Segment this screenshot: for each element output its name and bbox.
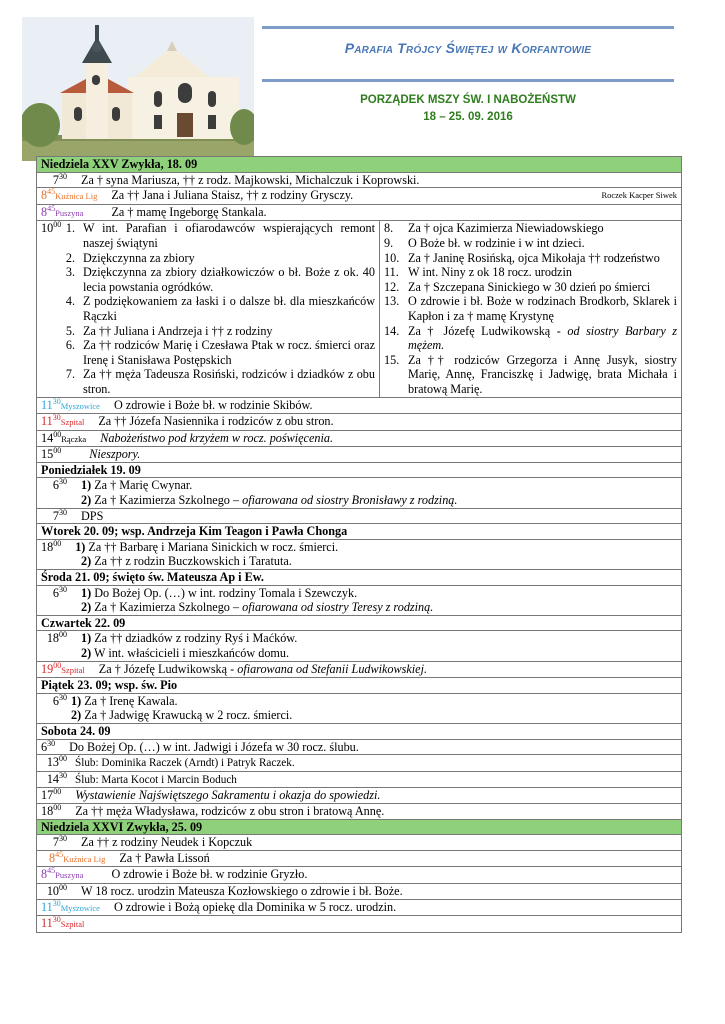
mass-row <box>37 693 682 723</box>
intention-number: 1) <box>81 478 92 493</box>
mass-row <box>37 739 682 755</box>
intention-offered: od siostry Barbary z mężem. <box>408 323 677 353</box>
intention-text: Za †† rodziców Grzegorza i Annę Jusyk, siostry Marię, Annę, Franciszkę i Jadwigę, brata Michała i bratową Marię. <box>408 352 677 396</box>
mass-row <box>37 508 682 524</box>
intention-text-wrap <box>408 280 677 295</box>
mass-hour: 14 <box>46 771 59 786</box>
mass-row <box>37 755 682 772</box>
mass-intention: W 18 rocz. urodzin Mateusza Kozłowskiego o zdrowie i bł. Boże. <box>81 883 403 898</box>
mass-place: Kuźnica Lig <box>55 191 98 202</box>
schedule-table <box>36 156 682 933</box>
mass-row <box>37 631 682 661</box>
mass-intention: W int. właścicieli i mieszkańców domu. <box>93 646 290 660</box>
mass-place: Puszyna <box>55 870 84 881</box>
order-title-block <box>262 92 674 126</box>
intention-text: Za † Szczepana Sinickiego w 30 dzień po śmierci <box>408 279 651 294</box>
mass-intention: O zdrowie i Bożą opiekę dla Dominika w 5 rocz. urodzin. <box>113 899 397 914</box>
mass-hour: 8 <box>41 188 48 203</box>
collective-intention-item <box>384 294 677 323</box>
mass-row-collective <box>37 221 682 397</box>
intention-number: 2) <box>71 708 82 723</box>
intention-text: Za † ojca Kazimierza Niewiadowskiego <box>408 221 604 236</box>
intention-text: Za † Józefę Ludwikowską - <box>408 323 568 338</box>
intention-number: 10. <box>384 250 400 265</box>
intention-text: O zdrowie i bł. Boże w rodzinach Brodkorb, Sklarek i Kapłon i za † mamę Krystynę <box>408 294 677 323</box>
intention-number: 14. <box>384 323 400 338</box>
mass-hour: 8 <box>41 204 48 219</box>
mass-intention: Ślub: Dominika Raczek (Arndt) i Patryk Raczek. <box>75 757 295 770</box>
intention-text: Za †† męża Tadeusza Rosiński, rodziców i dziadków z obu stron. <box>83 367 375 396</box>
mass-hour: 13 <box>46 755 59 770</box>
intention-number: 13. <box>384 294 400 309</box>
collective-intention-item <box>384 280 677 295</box>
intention-number: 11. <box>384 265 399 280</box>
intention-text: W int. Niny z ok 18 rocz. urodzin <box>408 265 572 280</box>
mass-intention: Za † Pawła Lissoń <box>119 850 210 865</box>
mass-intention: Nieszpory. <box>89 447 141 462</box>
mass-minute: 45 <box>47 866 56 876</box>
intention-text-wrap <box>408 294 677 323</box>
mass-place: Szpital <box>60 919 85 930</box>
mass-row <box>37 172 682 188</box>
mass-minute: 30 <box>59 770 67 780</box>
intention-number: 2. <box>65 250 75 265</box>
mass-place: Szpital <box>61 664 85 675</box>
mass-hour: 18 <box>46 631 59 646</box>
mass-hour: 15 <box>41 447 54 462</box>
mass-minute: 00 <box>53 538 62 548</box>
collective-intention-item <box>384 251 677 266</box>
mass-place: Puszyna <box>55 207 84 218</box>
mass-hour: 7 <box>52 508 59 523</box>
intention-number: 8. <box>384 221 394 236</box>
mass-minute: 30 <box>52 915 61 925</box>
mass-hour: 6 <box>41 739 48 754</box>
mass-minute: 30 <box>52 898 61 908</box>
mass-minute: 00 <box>53 220 62 230</box>
intention-text-wrap <box>83 294 375 323</box>
day-title: Wtorek 20. 09; wsp. Andrzeja Kim Teagon i Pawła Chonga <box>37 524 682 540</box>
mass-intention: Za †† dziadków z rodziny Ryś i Maćków. <box>94 631 298 646</box>
mass-intention: Za † mamę Ingeborgę Stankala. <box>111 204 267 219</box>
collective-intention-item <box>41 251 375 266</box>
mass-minute: 00 <box>53 787 62 797</box>
day-header-row <box>37 678 682 694</box>
intention-number: 7. <box>65 367 75 382</box>
mass-hour: 8 <box>49 850 56 865</box>
collective-intention-item <box>384 236 677 251</box>
mass-intention: Za † Irenę Kawala. <box>84 693 178 708</box>
mass-hour: 7 <box>52 835 59 850</box>
mass-intention: Za †† Józefa Nasiennika i rodziców z obu stron. <box>98 414 334 429</box>
mass-row <box>37 414 682 431</box>
mass-hour: 18 <box>41 539 54 554</box>
intention-number: 12. <box>384 279 400 294</box>
mass-intention: Za † Jadwigę Krawucką w 2 rocz. śmierci. <box>84 708 293 723</box>
intention-number: 2) <box>81 646 92 660</box>
mass-intention: Za † syna Mariusza, †† z rodz. Majkowski, Michalczuk i Koprowski. <box>81 172 420 187</box>
mass-minute: 30 <box>59 171 67 181</box>
intention-text-wrap <box>83 338 375 367</box>
mass-row <box>37 447 682 463</box>
intention-text-wrap <box>83 265 375 294</box>
order-title: PORZĄDEK MSZY ŚW. I NABOŻEŃSTW <box>360 94 576 106</box>
parish-title: Parafia Trójcy Świętej w Korfantowie <box>344 40 592 56</box>
collective-intention-item <box>384 221 677 236</box>
mass-intention: Za † Kazimierza Szkolnego – <box>94 493 243 508</box>
mass-hour: 6 <box>52 585 59 600</box>
mass-intention: Do Bożej Op. (…) w int. Jadwigi i Józefa w 30 rocz. ślubu. <box>69 739 359 754</box>
mass-row <box>37 899 682 916</box>
mass-minute: 00 <box>59 882 67 892</box>
mass-intention: Nabożeństwo pod krzyżem w rocz. poświęcenia. <box>100 430 333 445</box>
collective-intention-item <box>41 338 375 367</box>
church-photo <box>22 17 254 161</box>
mass-row <box>37 188 682 205</box>
day-title: Środa 21. 09; święto św. Mateusza Ap i Ew. <box>37 570 682 586</box>
intention-text-wrap <box>408 353 677 397</box>
mass-row <box>37 788 682 804</box>
intention-text: Za †† rodziców Marię i Czesława Ptak w rocz. śmierci oraz Irenę i Stanisława Postępskich <box>83 338 375 367</box>
mass-row <box>37 585 682 615</box>
mass-intention: O zdrowie i Boże bł. w rodzinie Gryzło. <box>111 867 308 882</box>
intention-number: 6. <box>65 338 75 353</box>
mass-place: Rączka <box>61 433 87 444</box>
collective-intention-item <box>41 324 375 339</box>
mass-intention: Za †† Jana i Juliana Staisz, †† z rodziny Grysczy. <box>111 188 354 203</box>
mass-intention-offered: ofiarowana od Stefanii Ludwikowskiej. <box>237 661 428 676</box>
mass-minute: 45 <box>55 849 64 859</box>
mass-minute: 00 <box>59 630 67 640</box>
mass-place: Myszowice <box>60 400 100 411</box>
mass-row <box>37 478 682 508</box>
mass-row <box>37 539 682 569</box>
mass-place: Szpital <box>60 417 85 428</box>
mass-row <box>37 397 682 414</box>
mass-minute: 30 <box>59 692 67 702</box>
mass-minute: 30 <box>59 477 67 487</box>
intention-text: Dziękczynna za zbiory <box>83 250 195 265</box>
day-header-row <box>37 570 682 586</box>
intention-text-wrap <box>408 324 677 353</box>
collective-intentions-left <box>41 221 379 396</box>
mass-minute: 30 <box>52 413 61 423</box>
mass-hour: 10 <box>41 221 54 236</box>
mass-intention: O zdrowie i Boże bł. w rodzinie Skibów. <box>113 397 313 412</box>
collective-intention-item <box>384 265 677 280</box>
mass-row <box>37 204 682 221</box>
collective-intention-item <box>384 324 677 353</box>
intention-text: Dziękczynna za zbiory działkowiczów o bł. Boże z ok. 40 lecia powstania ogródków. <box>83 265 375 294</box>
intention-number: 4. <box>65 294 75 309</box>
mass-row <box>37 883 682 899</box>
mass-intention: Za †† z rodzin Buczkowskich i Taratuta. <box>94 554 292 569</box>
mass-intention: Wystawienie Najświętszego Sakramentu i okazja do spowiedzi. <box>75 788 381 803</box>
intention-number: 5. <box>65 323 75 338</box>
collective-intention-item <box>41 265 375 294</box>
mass-intention: Do Bożej Op. (…) w int. rodziny Tomala i Szewczyk. <box>94 585 358 600</box>
intention-number: 1. <box>65 221 75 236</box>
intention-text: Za † Janinę Rosińską, ojca Mikołaja †† rodzeństwo <box>408 250 660 265</box>
mass-hour: 7 <box>52 172 59 187</box>
mass-minute: 30 <box>59 584 67 594</box>
mass-hour: 19 <box>41 661 54 676</box>
intention-number: 1) <box>81 585 92 600</box>
intention-text-wrap <box>408 236 677 251</box>
mass-hour: 6 <box>52 478 59 493</box>
intention-text-wrap <box>83 251 375 266</box>
mass-hour: 11 <box>41 414 53 429</box>
mass-minute: 00 <box>53 802 62 812</box>
intention-number: 2) <box>81 600 92 615</box>
day-title: Niedziela XXV Zwykła, 18. 09 <box>37 157 682 173</box>
mass-note: Roczek Kacper Siwek <box>601 190 677 201</box>
intention-number: 15. <box>384 352 400 367</box>
day-header-row <box>37 157 682 173</box>
mass-minute: 30 <box>59 507 67 517</box>
mass-hour: 14 <box>41 430 54 445</box>
mass-place: Myszowice <box>60 902 100 913</box>
intention-number: 1) <box>71 693 82 708</box>
day-title: Czwartek 22. 09 <box>37 615 682 631</box>
mass-intention: DPS <box>81 508 104 523</box>
mass-minute: 45 <box>47 187 56 197</box>
intention-number: 2) <box>81 493 92 508</box>
mass-row <box>37 661 682 678</box>
mass-hour: 10 <box>46 883 59 898</box>
intention-text: Za †† Juliana i Andrzeja i †† z rodziny <box>83 323 273 338</box>
intention-text-wrap <box>408 251 677 266</box>
intention-text-wrap <box>83 221 375 250</box>
intention-text-wrap <box>408 221 677 236</box>
mass-intention: Za †† męża Władysława, rodziców z obu stron i bratową Annę. <box>75 803 385 818</box>
intention-text: W int. Parafian i ofiarodawców wspierających remont naszej świątyni <box>83 221 375 250</box>
mass-minute: 00 <box>59 754 67 764</box>
intention-text-wrap <box>83 367 375 396</box>
mass-intention: Za † Marię Cwynar. <box>94 478 193 493</box>
mass-place: Kuźnica Lig <box>63 853 106 864</box>
mass-minute: 00 <box>53 446 62 456</box>
collective-intention-item <box>384 353 677 397</box>
mass-intention: Za †† Barbarę i Mariana Sinickich w rocz. śmierci. <box>88 539 339 554</box>
mass-hour: 17 <box>41 788 54 803</box>
mass-row <box>37 867 682 884</box>
mass-row <box>37 771 682 788</box>
mass-intention: Za † Józefę Ludwikowską - <box>98 661 238 676</box>
mass-row <box>37 803 682 819</box>
mass-minute: 30 <box>52 396 61 406</box>
mass-minute: 00 <box>53 429 62 439</box>
day-title: Niedziela XXVI Zwykła, 25. 09 <box>37 819 682 835</box>
mass-row <box>37 850 682 867</box>
intention-number: 3. <box>65 265 75 280</box>
day-header-row <box>37 462 682 478</box>
mass-intention: Za † Kazimierza Szkolnego – <box>94 600 243 615</box>
mass-row <box>37 430 682 447</box>
intention-number: 9. <box>384 235 394 250</box>
day-header-row <box>37 723 682 739</box>
intention-text: O Boże bł. w rodzinie i w int dzieci. <box>408 235 585 250</box>
mass-row <box>37 835 682 851</box>
header-top-rule <box>262 26 674 29</box>
mass-hour: 11 <box>41 397 53 412</box>
intention-number: 1) <box>75 539 86 554</box>
intention-number: 1) <box>81 631 92 646</box>
mass-intention-offered: ofiarowana od siostry Teresy z rodziną. <box>242 600 434 615</box>
header-bottom-rule <box>262 79 674 82</box>
collective-intention-item <box>41 367 375 396</box>
date-range: 18 – 25. 09. 2016 <box>423 111 513 123</box>
mass-row <box>37 916 682 933</box>
mass-hour: 6 <box>52 693 59 708</box>
day-title: Piątek 23. 09; wsp. św. Pio <box>37 678 682 694</box>
intention-text-wrap <box>83 324 375 339</box>
day-header-row <box>37 615 682 631</box>
intention-text: Z podziękowaniem za łaski i o dalsze bł. dla mieszkańców Rączki <box>83 294 375 323</box>
mass-intention-offered: ofiarowana od siostry Bronisławy z rodziną. <box>242 493 458 508</box>
mass-intention: Za †† z rodziny Neudek i Kopczuk <box>81 835 253 850</box>
intention-number: 2) <box>81 554 92 569</box>
collective-intention-item <box>41 221 375 250</box>
mass-hour: 8 <box>41 867 48 882</box>
mass-minute: 45 <box>47 203 56 213</box>
church-illustration <box>22 17 254 161</box>
mass-hour: 11 <box>41 899 53 914</box>
mass-intention: Ślub: Marta Kocot i Marcin Boduch <box>75 773 237 786</box>
mass-hour: 11 <box>41 916 53 931</box>
mass-minute: 30 <box>47 738 56 748</box>
day-header-row <box>37 819 682 835</box>
mass-minute: 30 <box>59 834 67 844</box>
day-title: Poniedziałek 19. 09 <box>37 462 682 478</box>
mass-hour: 18 <box>41 803 54 818</box>
mass-minute: 00 <box>53 660 62 670</box>
collective-intentions-right <box>384 221 677 396</box>
intention-text-wrap <box>408 265 677 280</box>
day-title: Sobota 24. 09 <box>37 723 682 739</box>
day-header-row <box>37 524 682 540</box>
collective-intention-item <box>41 294 375 323</box>
